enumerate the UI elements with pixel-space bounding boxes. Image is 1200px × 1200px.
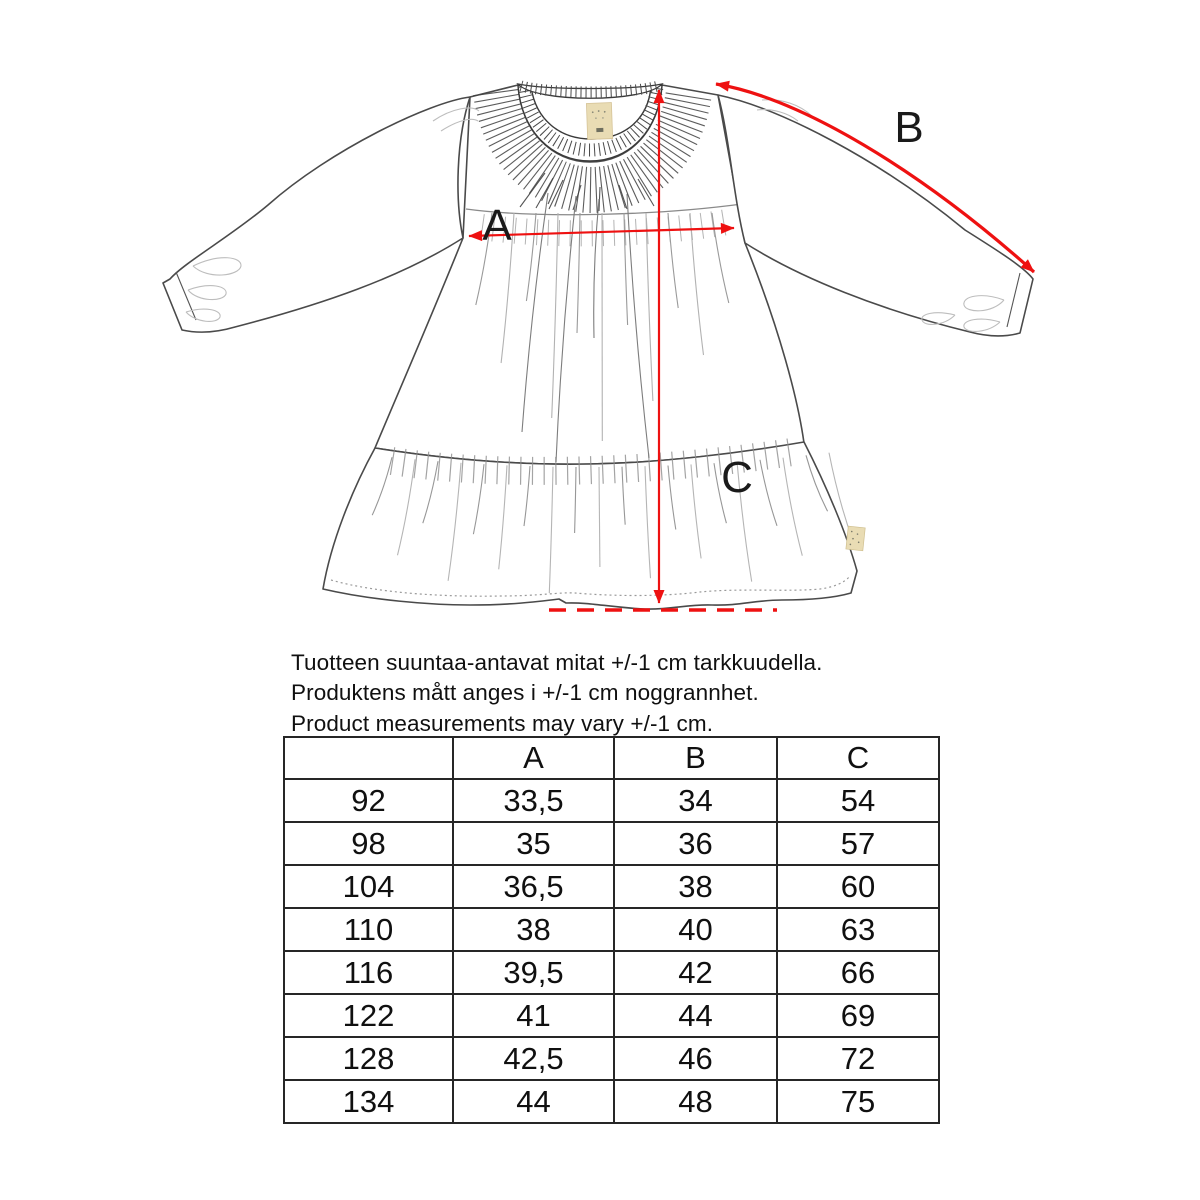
table-row <box>284 1037 939 1080</box>
table-cell: 34 <box>614 779 777 822</box>
table-cell: 72 <box>777 1037 939 1080</box>
table-cell: 98 <box>284 822 453 865</box>
table-cell: 66 <box>777 951 939 994</box>
table-cell: 63 <box>777 908 939 951</box>
measurement-notes <box>291 648 823 739</box>
label-b: B <box>894 103 924 152</box>
table-cell: 104 <box>284 865 453 908</box>
table-row <box>284 865 939 908</box>
table-cell: 41 <box>453 994 614 1037</box>
table-cell: 42,5 <box>453 1037 614 1080</box>
side-seam-tag <box>846 526 865 551</box>
table-cell: 134 <box>284 1080 453 1123</box>
table-cell: 44 <box>614 994 777 1037</box>
table-cell: 48 <box>614 1080 777 1123</box>
table-row <box>284 822 939 865</box>
table-cell: 122 <box>284 994 453 1037</box>
table-cell: 36,5 <box>453 865 614 908</box>
size-table-header-row <box>284 737 939 779</box>
table-cell: 44 <box>453 1080 614 1123</box>
note-swedish: Produktens mått anges i +/-1 cm noggrannhet. <box>291 680 759 706</box>
table-cell: 35 <box>453 822 614 865</box>
table-cell: 69 <box>777 994 939 1037</box>
table-cell: 54 <box>777 779 939 822</box>
table-header-b: B <box>614 737 777 779</box>
table-cell: 60 <box>777 865 939 908</box>
left-sleeve <box>163 97 479 332</box>
note-english: Product measurements may vary +/-1 cm. <box>291 710 714 736</box>
table-cell: 40 <box>614 908 777 951</box>
table-cell: 42 <box>614 951 777 994</box>
label-a: A <box>482 201 512 250</box>
table-cell: 116 <box>284 951 453 994</box>
table-row <box>284 1080 939 1123</box>
neck-label-tag <box>586 103 612 140</box>
table-header-size <box>284 737 453 779</box>
table-cell: 36 <box>614 822 777 865</box>
table-row <box>284 779 939 822</box>
table-cell: 46 <box>614 1037 777 1080</box>
table-cell: 92 <box>284 779 453 822</box>
label-c: C <box>721 453 753 502</box>
size-table <box>283 736 940 1124</box>
table-cell: 33,5 <box>453 779 614 822</box>
note-finnish: Tuotteen suuntaa-antavat mitat +/-1 cm tarkkuudella. <box>291 650 823 675</box>
table-row <box>284 908 939 951</box>
table-cell: 57 <box>777 822 939 865</box>
table-cell: 128 <box>284 1037 453 1080</box>
table-cell: 38 <box>453 908 614 951</box>
table-row <box>284 951 939 994</box>
table-cell: 39,5 <box>453 951 614 994</box>
table-cell: 110 <box>284 908 453 951</box>
table-row <box>284 994 939 1037</box>
table-header-c: C <box>777 737 939 779</box>
table-cell: 75 <box>777 1080 939 1123</box>
table-header-a: A <box>453 737 614 779</box>
table-cell: 38 <box>614 865 777 908</box>
